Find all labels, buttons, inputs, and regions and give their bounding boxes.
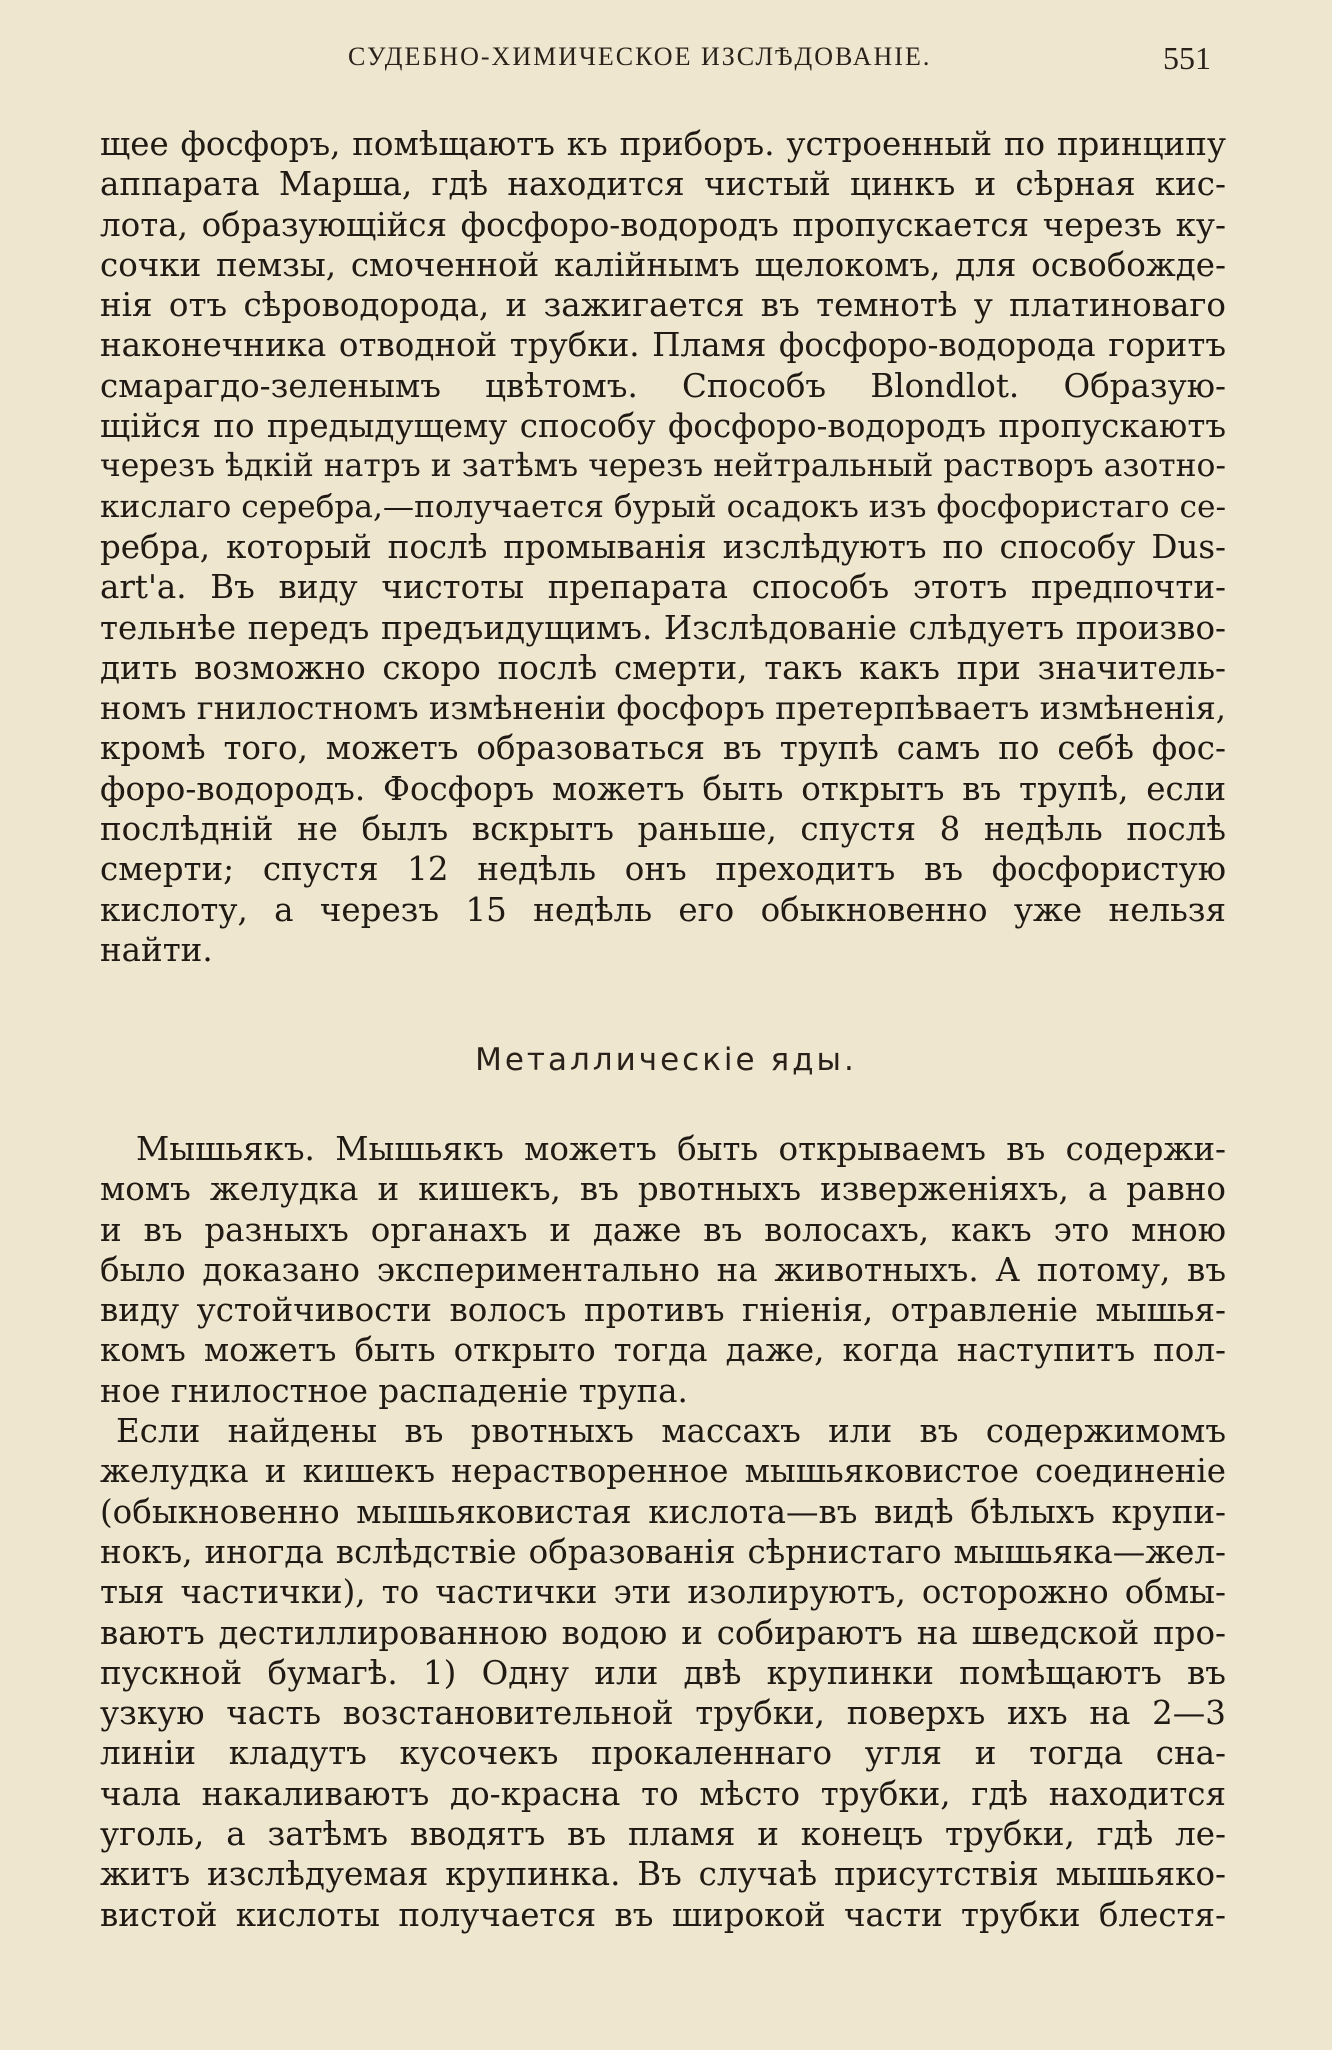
text-line: момъ желудка и кишекъ, въ рвотныхъ изверженіяхъ, а равно bbox=[100, 1170, 1226, 1209]
text-line: тыя частички), то частички эти изолируютъ, осторожно обмы- bbox=[100, 1573, 1226, 1612]
text-line: кислоту, а черезъ 15 недѣль его обыкновенно уже нельзя bbox=[100, 890, 1226, 929]
text-line: найти. bbox=[100, 930, 213, 969]
text-line: наконечника отводной трубки. Пламя фосфоро-водорода горитъ bbox=[100, 326, 1226, 365]
text-line: желудка и кишекъ нерастворенное мышьяковистое соединеніе bbox=[100, 1452, 1226, 1491]
text-line: (обыкновенно мышьяковистая кислота—въ видѣ бѣлыхъ крупи- bbox=[100, 1492, 1226, 1531]
text-line: пускной бумагѣ. 1) Одну или двѣ крупинки помѣщаютъ въ bbox=[100, 1653, 1226, 1692]
text-line: чала накаливаютъ до-красна то мѣсто трубки, гдѣ находится bbox=[100, 1774, 1226, 1813]
running-head: СУДЕБНО-ХИМИЧЕСКОЕ ИЗСЛѢДОВАНІЕ. bbox=[348, 42, 932, 71]
text-line: узкую часть возстановительной трубки, поверхъ ихъ на 2—3 bbox=[100, 1694, 1226, 1733]
text-line: нокъ, иногда вслѣдствіе образованія сѣрнистаго мышьяка—жел- bbox=[100, 1532, 1226, 1571]
text-line: было доказано экспериментально на животныхъ. А потому, въ bbox=[100, 1250, 1226, 1289]
paragraph-arsenic bbox=[100, 1129, 1226, 1935]
text-line: послѣдній не былъ вскрытъ раньше, спустя 8 недѣль послѣ bbox=[100, 810, 1226, 849]
text-line: Мышьякъ. Мышьякъ можетъ быть открываемъ въ содержи- bbox=[136, 1130, 1226, 1168]
page-number: 551 bbox=[1163, 40, 1211, 76]
text-line: житъ изслѣдуемая крупинка. Въ случаѣ присутствія мышьяко- bbox=[100, 1855, 1226, 1894]
text-line: art'a. Въ виду чистоты препарата способъ этотъ предпочти- bbox=[100, 568, 1226, 607]
text-line: вистой кислоты получается въ широкой части трубки блестя- bbox=[100, 1895, 1226, 1934]
text-line: лота, образующійся фосфоро-водородъ пропускается черезъ ку- bbox=[100, 205, 1226, 244]
text-line: ваютъ дестиллированною водою и собираютъ на шведской про- bbox=[100, 1613, 1226, 1652]
text-line: сочки пемзы, смоченной калійнымъ щелокомъ, для освобожде- bbox=[100, 245, 1226, 284]
text-line: тельнѣе передъ предъидущимъ. Изслѣдованіе слѣдуетъ произво- bbox=[100, 608, 1226, 647]
text-line: ное гнилостное распаденіе трупа. bbox=[100, 1371, 688, 1410]
text-line: и въ разныхъ органахъ и даже въ волосахъ, какъ это мною bbox=[100, 1210, 1226, 1249]
text-line: черезъ ѣдкій натръ и затѣмъ черезъ нейтральный растворъ азотно- bbox=[100, 448, 1226, 485]
text-line: линіи кладутъ кусочекъ прокаленнаго угля и тогда сна- bbox=[100, 1734, 1226, 1773]
text-line: дить возможно скоро послѣ смерти, такъ какъ при значитель- bbox=[100, 648, 1226, 687]
text-line: форо-водородъ. Фосфоръ можетъ быть открытъ въ трупѣ, если bbox=[100, 769, 1226, 808]
text-line: уголь, а затѣмъ вводятъ въ пламя и конецъ трубки, гдѣ ле- bbox=[100, 1815, 1226, 1854]
section-heading: Металлическіе яды. bbox=[475, 1042, 857, 1078]
text-line: нія отъ сѣроводорода, и зажигается въ темнотѣ у платиноваго bbox=[100, 286, 1226, 325]
text-line: смарагдо-зеленымъ цвѣтомъ. Способъ Blondlot. Образую- bbox=[100, 366, 1226, 405]
text-line: кислаго серебра,—получается бурый осадокъ изъ фосфористаго се- bbox=[100, 488, 1226, 525]
text-line: ребра, который послѣ промыванія изслѣдуютъ по способу Dus- bbox=[100, 527, 1226, 566]
text-line: щее фосфоръ, помѣщаютъ къ приборъ. устроенный по принципу bbox=[100, 125, 1226, 163]
text-line: кромѣ того, можетъ образоваться въ трупѣ самъ по себѣ фос- bbox=[100, 729, 1226, 768]
paragraph-phosphorus bbox=[100, 124, 1226, 970]
text-line: номъ гнилостномъ измѣненіи фосфоръ претерпѣваетъ измѣненія, bbox=[100, 689, 1226, 728]
text-line: аппарата Марша, гдѣ находится чистый цинкъ и сѣрная кис- bbox=[100, 165, 1226, 204]
text-line: комъ можетъ быть открыто тогда даже, когда наступитъ пол- bbox=[100, 1331, 1226, 1370]
text-line: смерти; спустя 12 недѣль онъ преходитъ въ фосфористую bbox=[100, 850, 1226, 889]
text-line: Если найдены въ рвотныхъ массахъ или въ содержимомъ bbox=[116, 1412, 1226, 1451]
text-line: щійся по предыдущему способу фосфоро-водородъ пропускаютъ bbox=[100, 407, 1226, 446]
text-line: виду устойчивости волосъ противъ гніенія, отравленіе мышья- bbox=[100, 1291, 1226, 1330]
